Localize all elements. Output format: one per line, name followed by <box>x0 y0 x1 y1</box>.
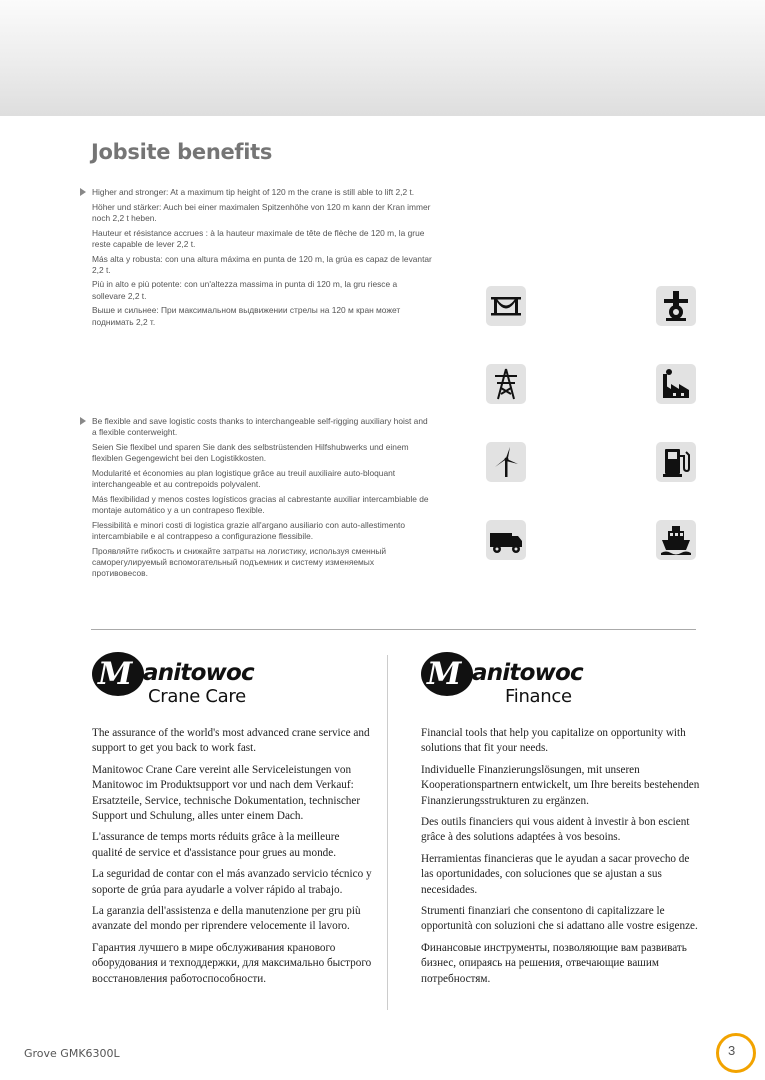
crane-care-text-es: La seguridad de contar con el más avanzado servicio técnico y soporte de grúa para ayudarle a volver rápido al trabajo. <box>92 868 372 896</box>
finance-logo <box>421 652 601 714</box>
logo-mark: M <box>92 652 144 696</box>
page-heading: Jobsite benefits <box>91 140 273 164</box>
benefit-block-height <box>80 187 432 331</box>
arrow-bullet-icon <box>80 417 86 425</box>
pipe-valve-icon <box>656 286 696 326</box>
benefit-text-it: Più in alto e più potente: con un'altezza massima in punta di 120 m, la gru riesce a sollevare 2,2 t. <box>92 279 398 301</box>
section-divider <box>91 629 696 630</box>
benefit-block-flexible <box>80 416 432 583</box>
benefit-text-ru: Проявляйте гибкость и снижайте затраты на логистику, используя сменный саморегулируемый вспомогательный подъемник и систему изменяемых противовесов. <box>92 545 387 578</box>
header-photo-band <box>0 0 765 116</box>
benefit-text-es: Más flexibilidad y menos costes logísticos gracias al cabrestante auxiliar intercambiable de montaje automático y a un contrapeso flexible. <box>92 493 429 515</box>
logo-subtitle: Crane Care <box>148 686 246 707</box>
crane-care-logo <box>92 652 272 714</box>
finance-text-fr: Des outils financiers qui vous aident à investir à bon escient grâce à des solutions adaptées à vos besoins. <box>421 816 690 844</box>
benefit-text-de: Seien Sie flexibel und sparen Sie dank des selbstrüstenden Hilfshubwerks und einem flexiblen Gegengewicht bei den Logistikkosten. <box>92 441 409 464</box>
finance-text-ru: Финансовые инструменты, позволяющие вам развивать бизнес, опираясь на решения, отвечающие вашим потребностям. <box>421 941 687 985</box>
benefit-list <box>80 187 432 328</box>
crane-care-text-it: La garanzia dell'assistenza e della manutenzione per gru più avanzate del mondo per riprendere velocemente il lavoro. <box>92 905 361 933</box>
logo-subtitle: Finance <box>505 686 572 707</box>
benefit-text-it: Flessibilità e minori costi di logistica grazie all'argano ausiliario con auto-allestimento intercambiabile e al contrappeso a configurazione flessibile. <box>92 519 406 541</box>
logo-mark: M <box>421 652 473 696</box>
ship-icon <box>656 520 696 560</box>
arrow-bullet-icon <box>80 188 86 196</box>
benefit-list <box>80 416 432 579</box>
finance-text-de: Individuelle Finanzierungslösungen, mit unseren Kooperationspartnern entwickelt, um Ihre bereits bestehenden Finanzierungsstrukturen zu ergänzen. <box>421 763 700 807</box>
crane-care-text-fr: L'assurance de temps morts réduits grâce à la meilleure qualité de service et d'assistance pour grues au monde. <box>92 831 340 859</box>
bridge-icon <box>486 286 526 326</box>
finance-column <box>421 726 701 993</box>
crane-care-column <box>92 726 372 993</box>
power-tower-icon <box>486 364 526 404</box>
watermark-ring-icon <box>716 1033 756 1073</box>
page-number: 3 <box>728 1043 736 1058</box>
crane-care-text-ru: Гарантия лучшего в мире обслуживания кранового оборудования и техподдержки, для максимально быстрого восстановления работоспособности. <box>92 941 372 985</box>
fuel-pump-icon <box>656 442 696 482</box>
benefit-text-fr: Hauteur et résistance accrues : à la hauteur maximale de tête de flèche de 120 m, la grue reste capable de lever 2,2 t. <box>92 227 425 249</box>
footer-model-name: Grove GMK6300L <box>24 1047 120 1060</box>
crane-care-text-en: The assurance of the world's most advanced crane service and support to get you back to work fast. <box>92 727 370 755</box>
logo-wordmark: anitowoc <box>472 660 583 686</box>
finance-text-en: Financial tools that help you capitalize on opportunity with solutions that fit your needs. <box>421 727 686 755</box>
page-number-badge <box>716 1033 756 1073</box>
benefit-text-en: Higher and stronger: At a maximum tip height of 120 m the crane is still able to lift 2,2 t. <box>92 187 415 197</box>
column-divider <box>387 655 388 1010</box>
benefit-text-es: Más alta y robusta: con una altura máxima en punta de 120 m, la grúa es capaz de levantar 2,2 t. <box>92 253 432 275</box>
benefit-text-de: Höher und stärker: Auch bei einer maximalen Spitzenhöhe von 120 m kann der Kran immer noch 2,2 t heben. <box>92 201 431 223</box>
benefit-text-ru: Выше и сильнее: При максимальном выдвижении стрелы на 120 м кран может поднимать 2,2 т. <box>92 305 401 327</box>
benefit-text-fr: Modularité et économies au plan logistique grâce au treuil auxiliaire auto-bloquant interchangeable et au contrepoids polyvalent. <box>92 467 396 490</box>
logo-wordmark: anitowoc <box>143 660 254 686</box>
crane-care-text-de: Manitowoc Crane Care vereint alle Serviceleistungen von Manitowoc im Produktsupport vor und nach dem Verkauf: Ersatzteile, Service, technische Dokumentation, technischer Support und Schulung, alles unter einem Dach. <box>92 763 361 823</box>
finance-text-es: Herramientas financieras que le ayudan a sacar provecho de las oportunidades, con soluciones que se ajustan a sus necesidades. <box>421 852 690 896</box>
finance-text-it: Strumenti finanziari che consentono di capitalizzare le opportunità con soluzioni che si adattano alle vostre esigenze. <box>421 905 698 933</box>
wind-turbine-icon <box>486 442 526 482</box>
benefit-text-en: Be flexible and save logistic costs thanks to interchangeable self-rigging auxiliary hoist and a flexible conterweight. <box>92 416 428 438</box>
dump-truck-icon <box>486 520 526 560</box>
factory-icon <box>656 364 696 404</box>
